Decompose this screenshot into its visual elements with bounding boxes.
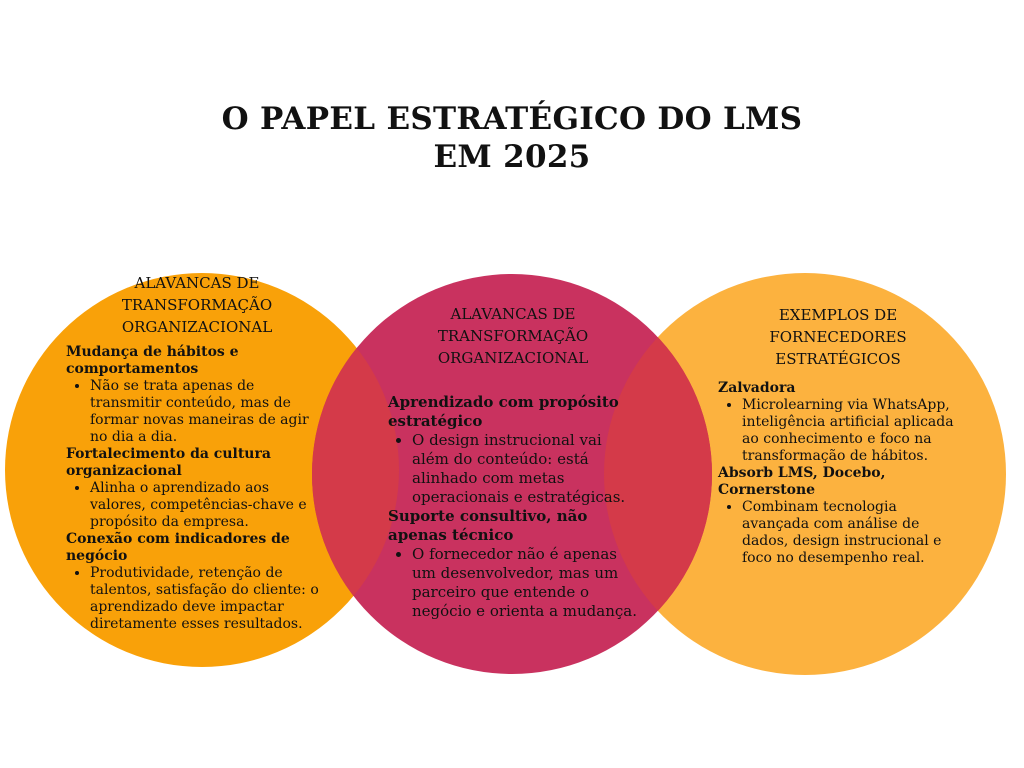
item-title: Zalvadora — [718, 380, 796, 396]
bullet-text: • Microlearning via WhatsApp, inteligência artificial aplicada ao conhecimento e foco na transformação de hábitos. — [742, 397, 958, 465]
bullet-text: • Não se trata apenas de transmitir conteúdo, mas de formar novas maneiras de agir no dia a dia. — [90, 378, 328, 446]
list-item — [66, 344, 328, 446]
item-title: Suporte consultivo, não apenas técnico — [388, 507, 588, 544]
bullet-text: • Alinha o aprendizado aos valores, competências-chave e propósito da empresa. — [90, 480, 328, 531]
item-title: Conexão com indicadores de negócio — [66, 531, 290, 564]
item-title: Mudança de hábitos e comportamentos — [66, 344, 239, 377]
item-title: Aprendizado com propósito estratégico — [388, 393, 619, 430]
bullet-text: • Produtividade, retenção de talentos, satisfação do cliente: o aprendizado deve impactar diretamente esses resultados. — [90, 565, 328, 633]
right-circle-content — [718, 304, 958, 567]
list-item — [66, 531, 328, 633]
list-item — [718, 380, 958, 465]
list-item — [718, 465, 958, 567]
left-heading: ALAVANCAS DE TRANSFORMAÇÃO ORGANIZACIONAL — [121, 274, 273, 336]
list-item — [66, 446, 328, 531]
item-title: Fortalecimento da cultura organizacional — [66, 446, 271, 479]
left-circle-content — [66, 272, 328, 633]
item-title: Absorb LMS, Docebo, Cornerstone — [718, 465, 886, 498]
list-item — [388, 507, 638, 621]
title-line-1: O PAPEL ESTRATÉGICO DO LMS — [221, 101, 803, 137]
middle-circle-content — [388, 303, 638, 621]
middle-heading: ALAVANCAS DE TRANSFORMAÇÃO ORGANIZACIONAL — [437, 305, 589, 367]
page-title — [0, 100, 1024, 176]
bullet-text: • O fornecedor não é apenas um desenvolvedor, mas um parceiro que entende o negócio e orienta a mudança. — [412, 545, 638, 621]
bullet-text: • Combinam tecnologia avançada com análise de dados, design instrucional e foco no desempenho real. — [742, 499, 958, 567]
bullet-text: • O design instrucional vai além do conteúdo: está alinhado com metas operacionais e estratégicas. — [412, 431, 638, 507]
list-item — [388, 393, 638, 507]
title-line-2: EM 2025 — [433, 139, 591, 175]
right-heading: EXEMPLOS DE FORNECEDORES ESTRATÉGICOS — [769, 306, 907, 368]
